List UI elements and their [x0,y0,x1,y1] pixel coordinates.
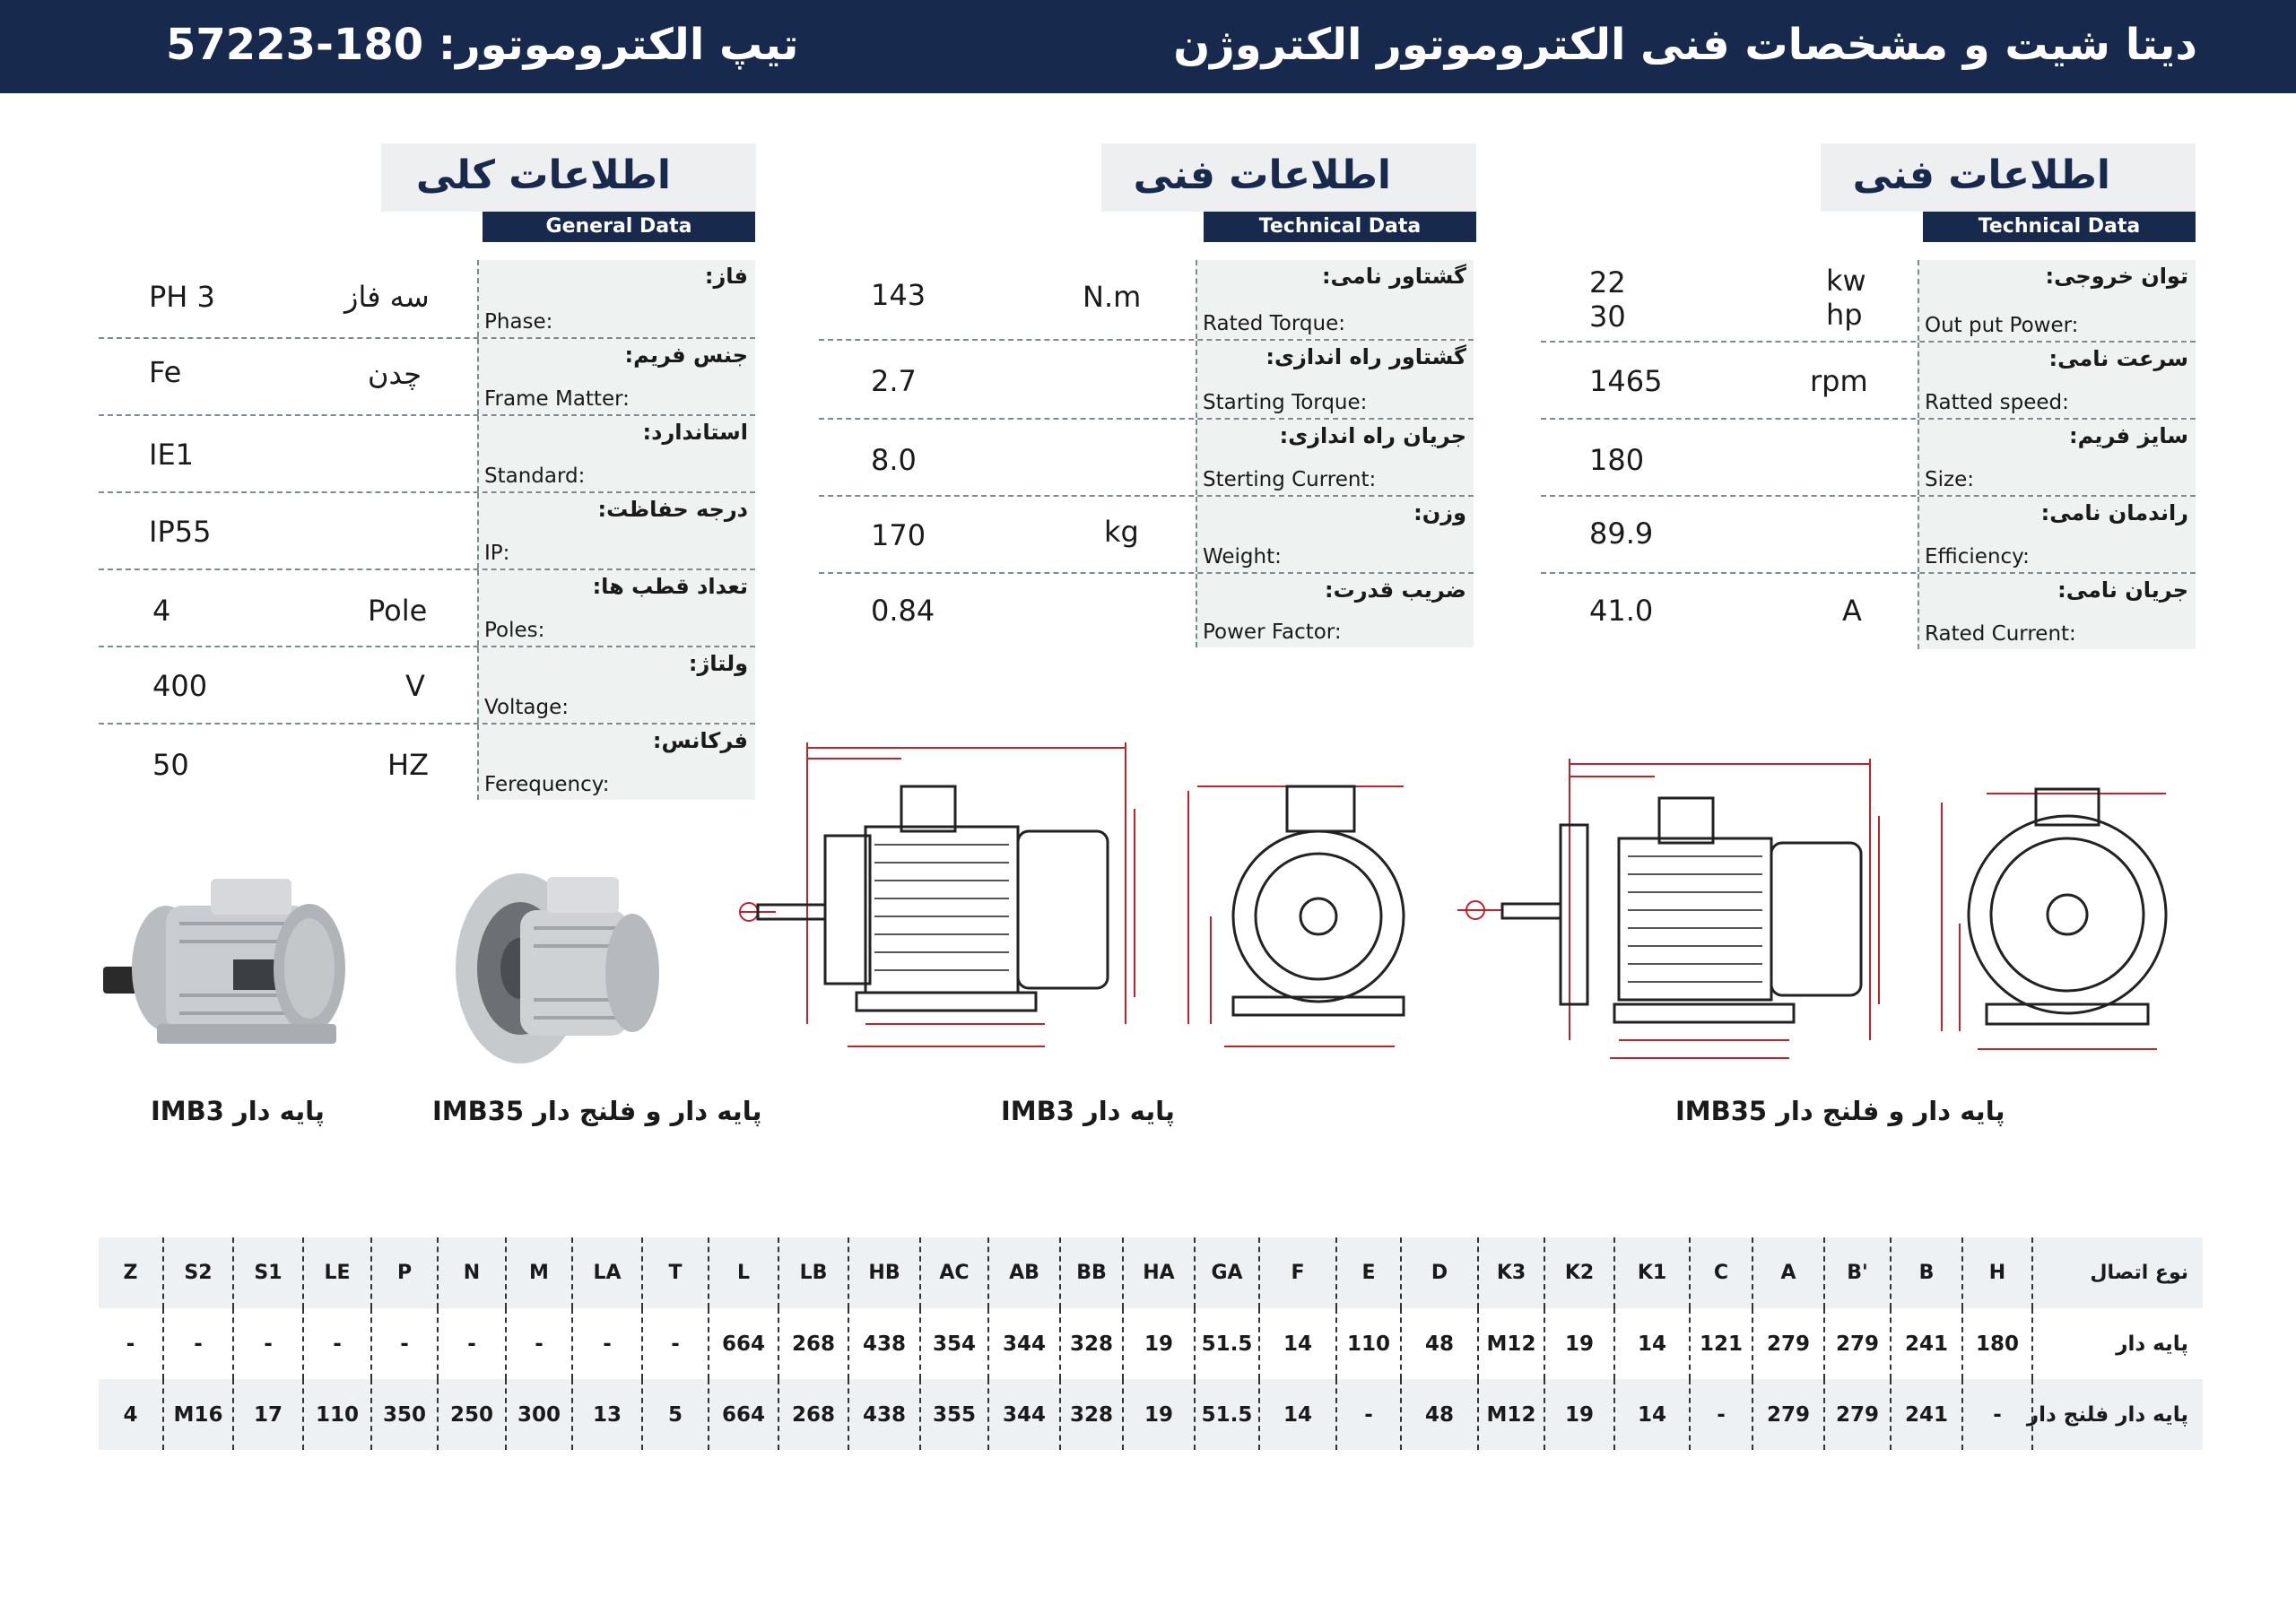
tech1-row: سرعت نامی: Ratted speed: 1465 rpm [1541,343,2196,420]
tech1-row: جریان نامی: Rated Current: 41.0 A [1541,574,2196,651]
tech2-row: گشتاور راه اندازی: Starting Torque: 2.7 [819,341,1474,420]
motor-photo-imb35 [448,861,682,1076]
caption-photo-imb35: پایه دار و فلنج دار IMB35 [432,1096,762,1126]
tech2-row: جریان راه اندازی: Sterting Current: 8.0 [819,420,1474,497]
header-bar [0,0,2296,93]
tech2-row: گشتاور نامی: Rated Torque: 143 N.m [819,260,1474,341]
tech1-row: راندمان نامی: Efficiency: 89.9 [1541,497,2196,574]
caption-drawing-imb35: پایه دار و فلنج دار IMB35 [1675,1096,2005,1126]
section-header-technical-2: اطلاعات فنی [1101,143,1476,212]
tech2-row: وزن: Weight: 170 kg [819,497,1474,574]
dimension-header-row: Z S2 S1 LE P N M LA T L LB HB AC AB BB HA GA F E D K3 K2 K1 C A B' B H نوع اتصال [99,1237,2203,1308]
caption-drawing-imb3: پایه دار IMB3 [1001,1096,1175,1126]
caption-photo-imb3: پایه دار IMB3 [151,1096,325,1126]
page-title: دیتا شیت و مشخصات فنی الکتروموتور الکتروژن [1173,20,2197,70]
general-row: جنس فریم: Frame Matter: Fe چدن [99,339,755,416]
general-row: درجه حفاظت: IP: IP55 [99,493,755,570]
general-row: استاندارد: Standard: IE1 [99,416,755,493]
tech1-row: توان خروجی: Out put Power: 22 30 kw hp [1541,260,2196,343]
general-row: فرکانس: Ferequency: 50 HZ [99,725,755,802]
tech1-row: سایز فریم: Size: 180 [1541,420,2196,497]
general-row: ولتاژ: Voltage: 400 V [99,647,755,725]
section-sub-general: General Data [483,212,755,242]
section-header-technical-1: اطلاعات فنی [1821,143,2196,212]
general-row: تعداد قطب ها: Poles: 4 Pole [99,570,755,647]
section-sub-technical-1: Technical Data [1923,212,2196,242]
dimension-table [99,1237,2203,1450]
table-row: - - - - - - - - - 664 268 438 354 344 328 19 51.5 14 110 48 M12 19 14 121 279 279 241 180 پایه دار [99,1308,2203,1379]
tech2-row: ضریب قدرت: Power Factor: 0.84 [819,574,1474,649]
motor-photo-imb3 [94,861,372,1067]
drawing-imb3 [722,737,1422,1060]
drawing-imb35 [1448,753,2202,1067]
motor-type-label: تیپ الکتروموتور: 180-57223 [166,20,799,70]
table-row: 4 M16 17 110 350 250 300 13 5 664 268 438 355 344 328 19 51.5 14 - 48 M12 19 14 - 279 279 241 - پایه دار فلنج دار [99,1379,2203,1450]
general-row: فاز: Phase: PH 3 سه فاز [99,260,755,339]
section-sub-technical-2: Technical Data [1204,212,1476,242]
section-header-general: اطلاعات کلی [381,143,756,212]
